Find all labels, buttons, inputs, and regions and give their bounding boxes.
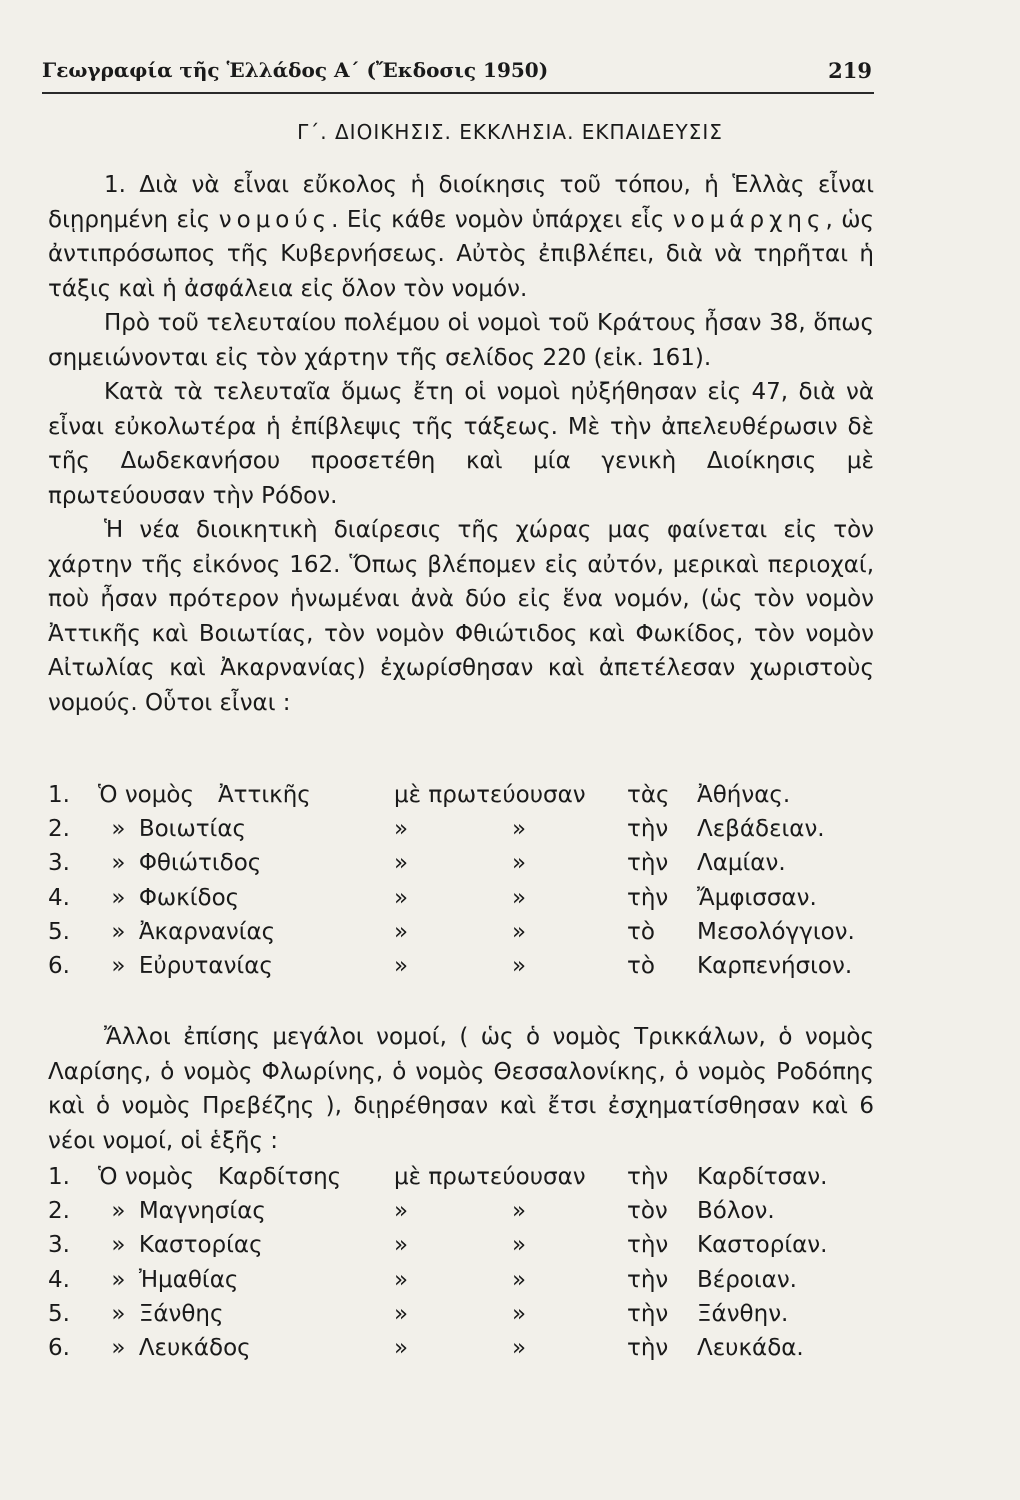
capital-city: Λευκάδα. — [697, 1335, 804, 1362]
row-prefix: » — [111, 918, 126, 945]
row-prefix: » — [111, 1266, 126, 1293]
list-row — [48, 1194, 874, 1228]
capital-label: » — [394, 1198, 409, 1225]
capital-label: » — [394, 1300, 409, 1327]
capital-label-ditto: » — [512, 884, 527, 911]
capital-label-ditto: » — [512, 1300, 527, 1327]
row-number: 3. — [48, 850, 70, 877]
row-number: 4. — [48, 1266, 70, 1293]
capital-city: Καρδίτσαν. — [697, 1164, 828, 1191]
prefecture-name: Φωκίδος — [138, 884, 240, 911]
row-prefix: » — [111, 1300, 126, 1327]
article: τὴν — [627, 816, 669, 843]
paragraph-1-part-c: . Εἰς κάθε νομὸν ὑπάρχει εἷς — [331, 206, 665, 233]
list-row — [48, 1228, 874, 1262]
row-prefix: » — [111, 1232, 126, 1259]
article: τὸ — [627, 953, 655, 980]
article: τὴν — [627, 1232, 669, 1259]
capital-label-ditto: » — [512, 918, 527, 945]
list-row — [48, 1160, 874, 1194]
prefecture-name: Καστορίας — [138, 1232, 263, 1259]
paragraph-2: Πρὸ τοῦ τελευταίου πολέμου οἱ νομοὶ τοῦ Κράτους ἦσαν 38, ὅπως σημειώνονται εἰς τὸν χάρτην τῆς σελίδος 220 (εἰκ. 161). — [48, 310, 874, 371]
capital-city: Λεβάδειαν. — [697, 816, 825, 843]
list-row — [48, 1263, 874, 1297]
capital-label: » — [394, 884, 409, 911]
paragraph-1-part-e: , ὡς ἀντιπρόσωπος τῆς Κυβερνήσεως. Αὐτὸς ἐπιβλέπει, διὰ νὰ τηρῆται ἡ τάξις καὶ ἡ ἀσφάλεια εἰς ὅλον τὸν νομόν. — [48, 206, 875, 302]
article: τὸ — [627, 918, 655, 945]
capital-label-ditto: » — [512, 816, 527, 843]
capital-city: Λαμίαν. — [697, 850, 786, 877]
row-prefix: » — [111, 1335, 126, 1362]
list-row — [48, 915, 874, 949]
list-row — [48, 846, 874, 880]
row-number: 5. — [48, 918, 70, 945]
list-row — [48, 778, 874, 812]
row-number: 2. — [48, 1198, 70, 1225]
row-prefix: Ὁ νομὸς Ἀττικῆς — [98, 782, 311, 809]
row-prefix: Ὁ νομὸς Καρδίτσης — [98, 1164, 342, 1191]
header-title: Γεωγραφία τῆς Ἑλλάδος Α΄ (Ἔκδοσις 1950) — [42, 58, 549, 82]
prefecture-list-2 — [48, 1160, 874, 1365]
list-row — [48, 949, 874, 983]
prefecture-name: Ἀκαρνανίας — [138, 918, 276, 945]
article: τὴν — [627, 850, 669, 877]
article: τὴν — [627, 1300, 669, 1327]
prefecture-name: Ἀττικῆς — [217, 782, 311, 809]
row-number: 3. — [48, 1232, 70, 1259]
capital-label: μὲ πρωτεύουσαν — [394, 782, 586, 809]
row-prefix: » — [111, 816, 126, 843]
article: τὰς — [627, 782, 670, 809]
section-title: Γ΄. ΔΙΟΙΚΗΣΙΣ. ΕΚΚΛΗΣΙΑ. ΕΚΠΑΙΔΕΥΣΙΣ — [297, 120, 723, 144]
prefecture-name: Καρδίτσης — [217, 1164, 342, 1191]
row-prefix: » — [111, 850, 126, 877]
prefecture-name: Ἠμαθίας — [138, 1266, 239, 1293]
prefecture-name: Λευκάδος — [138, 1335, 251, 1362]
article: τὸν — [627, 1198, 668, 1225]
capital-city: Ξάνθην. — [697, 1300, 789, 1327]
body-text-lower — [48, 1020, 874, 1158]
capital-label: » — [394, 1335, 409, 1362]
capital-city: Μεσολόγγιον. — [697, 918, 855, 945]
capital-city: Καστορίαν. — [697, 1232, 828, 1259]
article: τὴν — [627, 1266, 669, 1293]
row-number: 6. — [48, 1335, 70, 1362]
emphasis-nomous: νομούς — [218, 206, 332, 233]
capital-label-ditto: » — [512, 1232, 527, 1259]
row-prefix: » — [111, 1198, 126, 1225]
list-row — [48, 881, 874, 915]
prefecture-name: Εὐρυτανίας — [138, 953, 273, 980]
row-number: 6. — [48, 953, 70, 980]
prefecture-name: Φθιώτιδος — [138, 850, 262, 877]
capital-label: » — [394, 918, 409, 945]
capital-label: » — [394, 1232, 409, 1259]
list-row — [48, 1297, 874, 1331]
prefecture-name: Βοιωτίας — [138, 816, 246, 843]
row-number: 2. — [48, 816, 70, 843]
paragraph-3: Κατὰ τὰ τελευταῖα ὅμως ἔτη οἱ νομοὶ ηὐξήθησαν εἰς 47, διὰ νὰ εἶναι εὐκολωτέρα ἡ ἐπίβλεψις τῆς τάξεως. Μὲ τὴν ἀπελευθέρωσιν δὲ τῆς Δωδεκανήσου προσετέθη καὶ μία γενικὴ Διοίκησις μὲ πρωτεύουσαν τὴν Ρόδον. — [48, 379, 874, 509]
capital-label: » — [394, 850, 409, 877]
prefecture-name: Μαγνησίας — [138, 1198, 266, 1225]
prefecture-name: Ξάνθης — [138, 1300, 224, 1327]
capital-label-ditto: » — [512, 953, 527, 980]
capital-label: » — [394, 953, 409, 980]
page-number: 219 — [828, 58, 872, 83]
article: τὴν — [627, 1164, 669, 1191]
article: τὴν — [627, 1335, 669, 1362]
paragraph-1 — [48, 168, 874, 306]
row-number: 5. — [48, 1300, 70, 1327]
row-number: 4. — [48, 884, 70, 911]
body-text-upper — [48, 168, 874, 720]
list-row — [48, 812, 874, 846]
paragraph-5: Ἄλλοι ἐπίσης μεγάλοι νομοί, ( ὡς ὁ νομὸς Τρικκάλων, ὁ νομὸς Λαρίσης, ὁ νομὸς Φλωρίνης, ὁ νομὸς Θεσσαλονίκης, ὁ νομὸς Ροδόπης καὶ ὁ νομὸς Πρεβέζης ), διῃρέθησαν καὶ ἔτσι ἐσχηματίσθησαν καὶ 6 νέοι νομοί, οἱ ἑξῆς : — [48, 1024, 874, 1154]
emphasis-nomarchis: νομάρχης — [672, 206, 826, 233]
capital-city: Καρπενήσιον. — [697, 953, 853, 980]
capital-label-ditto: » — [512, 1198, 527, 1225]
capital-city: Ἄμφισσαν. — [697, 884, 817, 911]
list-row — [48, 1331, 874, 1365]
row-prefix: » — [111, 953, 126, 980]
capital-label-ditto: » — [512, 1266, 527, 1293]
capital-label: » — [394, 1266, 409, 1293]
row-number: 1. — [48, 782, 70, 809]
prefecture-list-1 — [48, 778, 874, 983]
capital-city: Ἀθήνας. — [697, 782, 791, 809]
paragraph-4: Ἡ νέα διοικητικὴ διαίρεσις τῆς χώρας μας φαίνεται εἰς τὸν χάρτην τῆς εἰκόνος 162. Ὅπως βλέπομεν εἰς αὐτόν, μερικαὶ περιοχαί, ποὺ ἦσαν πρότερον ἡνωμέναι ἀνὰ δύο εἰς ἕνα νομόν, (ὡς τὸν νομὸν Ἀττικῆς καὶ Βοιωτίας, τὸν νομὸν Φθιώτιδος καὶ Φωκίδος, τὸν νομὸν Αἰτωλίας καὶ Ἀκαρνανίας) ἐχωρίσθησαν καὶ ἀπετέλεσαν χωριστοὺς νομούς. Οὗτοι εἶναι : — [48, 517, 874, 716]
capital-label-ditto: » — [512, 850, 527, 877]
row-prefix: » — [111, 884, 126, 911]
article: τὴν — [627, 884, 669, 911]
capital-city: Βέροιαν. — [697, 1266, 797, 1293]
capital-label: » — [394, 816, 409, 843]
row-number: 1. — [48, 1164, 70, 1191]
running-header — [42, 56, 874, 94]
capital-label-ditto: » — [512, 1335, 527, 1362]
paragraph-1-part-a: 1. Διὰ νὰ εἶναι εὔκολος ἡ διοίκησις τοῦ τόπου, ἡ Ἑλλὰς εἶναι διῃρημένη εἰς — [48, 172, 874, 233]
capital-label: μὲ πρωτεύουσαν — [394, 1164, 586, 1191]
capital-city: Βόλον. — [697, 1198, 775, 1225]
